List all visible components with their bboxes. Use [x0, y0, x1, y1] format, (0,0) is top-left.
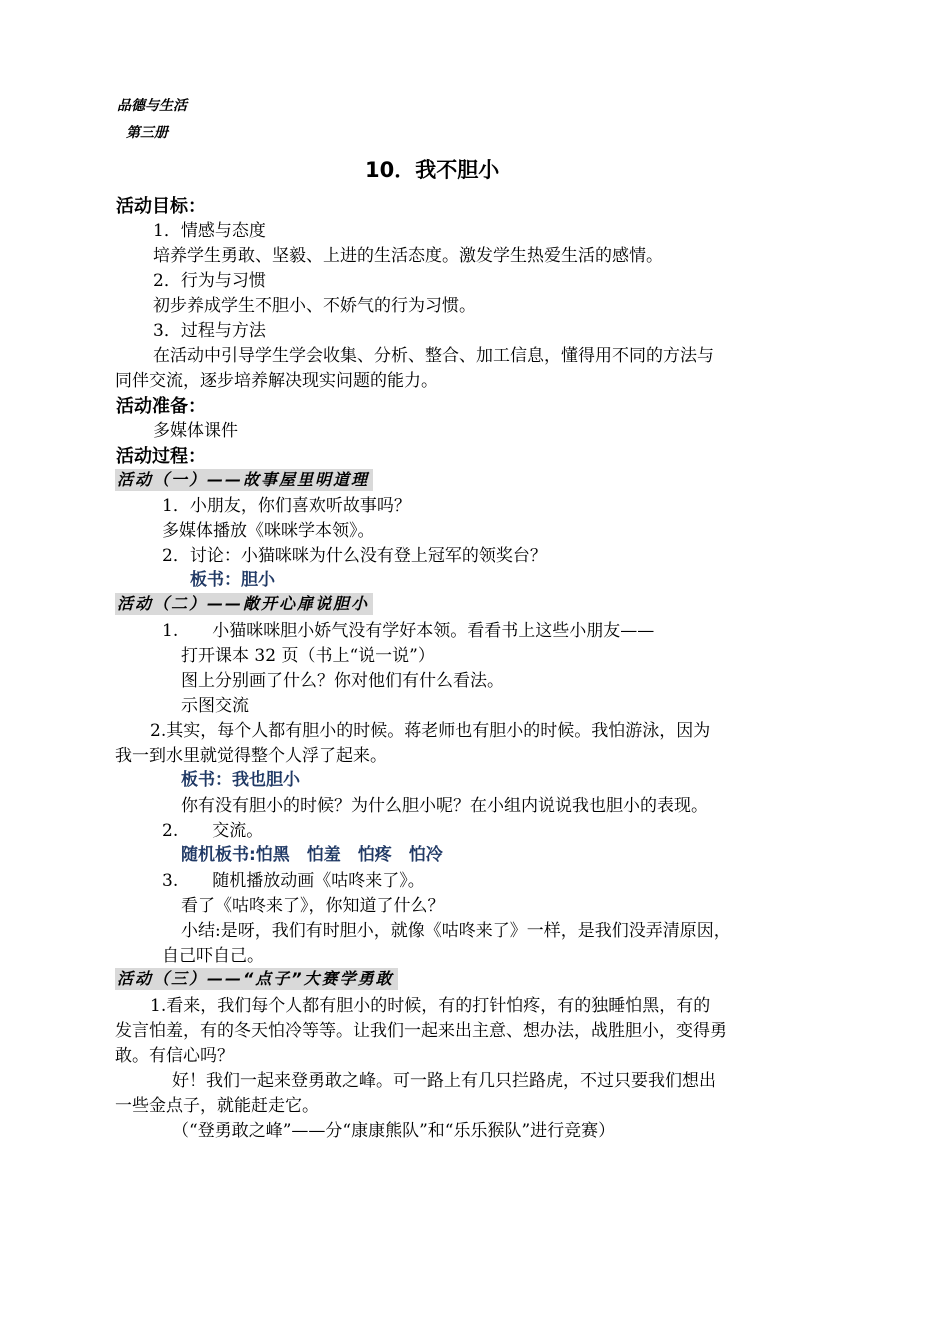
goal-3-text-line2: 同伴交流，逐步培养解决现实问题的能力。: [115, 371, 438, 391]
goal-2-title: 2．行为与习惯: [153, 271, 266, 291]
prep-heading: 活动准备：: [116, 396, 206, 417]
board-note-me-too: 板书：我也胆小: [181, 770, 300, 790]
goal-3-title: 3．过程与方法: [153, 321, 266, 341]
page-title: 10．我不胆小: [365, 158, 500, 182]
activity-3-line1: 1.看来，我们每个人都有胆小的时候，有的打针怕疼，有的独睡怕黑，有的: [150, 996, 711, 1016]
goals-heading: 活动目标：: [116, 196, 206, 217]
activity-3-line3: 敢。有信心吗？: [115, 1046, 234, 1066]
activity-2-line10: 看了《咕咚来了》，你知道了什么？: [181, 896, 445, 916]
goal-1-text: 培养学生勇敢、坚毅、上进的生活态度。激发学生热爱生活的感情。: [153, 246, 663, 266]
volume-label: 第三册: [126, 125, 168, 141]
activity-1-line3: 2．讨论：小猫咪咪为什么没有登上冠军的领奖台？: [162, 546, 547, 566]
prep-text: 多媒体课件: [153, 421, 238, 441]
activity-3-title: 活动（三）——“点子”大赛学勇敢: [115, 968, 398, 990]
activity-3-line4: 好！我们一起来登勇敢之峰。可一路上有几只拦路虎，不过只要我们想出: [172, 1071, 716, 1091]
goal-1-title: 1．情感与态度: [153, 221, 266, 241]
activity-2-title: 活动（二）——敞开心扉说胆小: [115, 593, 373, 615]
activity-2-line9: 3. 随机播放动画《咕咚来了》。: [162, 871, 425, 891]
activity-1-line1: 1．小朋友，你们喜欢听故事吗？: [162, 496, 411, 516]
subject-label: 品德与生活: [117, 98, 187, 114]
activity-2-line4: 示图交流: [181, 696, 249, 716]
activity-3-line6: （“登勇敢之峰”——分“康康熊队”和“乐乐猴队”进行竞赛）: [172, 1121, 616, 1141]
activity-2-line8: 2. 交流。: [162, 821, 264, 841]
activity-2-line11: 小结:是呀，我们有时胆小，就像《咕咚来了》一样，是我们没弄清原因，: [181, 921, 731, 941]
board-note-fears: 随机板书:怕黑 怕羞 怕疼 怕冷: [181, 845, 443, 865]
activity-2-line2: 打开课本 32 页（书上“说一说”）: [181, 646, 435, 666]
board-note-timid: 板书：胆小: [190, 570, 275, 590]
activity-1-line2: 多媒体播放《咪咪学本领》。: [162, 521, 375, 541]
activity-2-line5: 2.其实，每个人都有胆小的时候。蒋老师也有胆小的时候。我怕游泳，因为: [150, 721, 711, 741]
goal-3-text-line1: 在活动中引导学生学会收集、分析、整合、加工信息，懂得用不同的方法与: [153, 346, 714, 366]
activity-2-line12: 自己吓自己。: [162, 946, 264, 966]
process-heading: 活动过程：: [116, 446, 206, 467]
activity-2-line7: 你有没有胆小的时候？为什么胆小呢？在小组内说说我也胆小的表现。: [181, 796, 708, 816]
activity-3-line2: 发言怕羞，有的冬天怕冷等等。让我们一起来出主意、想办法，战胜胆小，变得勇: [115, 1021, 727, 1041]
activity-2-line6: 我一到水里就觉得整个人浮了起来。: [115, 746, 387, 766]
activity-2-line1: 1. 小猫咪咪胆小娇气没有学好本领。看看书上这些小朋友——: [162, 621, 655, 641]
activity-2-line3: 图上分别画了什么？你对他们有什么看法。: [181, 671, 504, 691]
activity-3-line5: 一些金点子，就能赶走它。: [115, 1096, 319, 1116]
goal-2-text: 初步养成学生不胆小、不娇气的行为习惯。: [153, 296, 476, 316]
activity-1-title: 活动（一）——故事屋里明道理: [115, 469, 373, 491]
